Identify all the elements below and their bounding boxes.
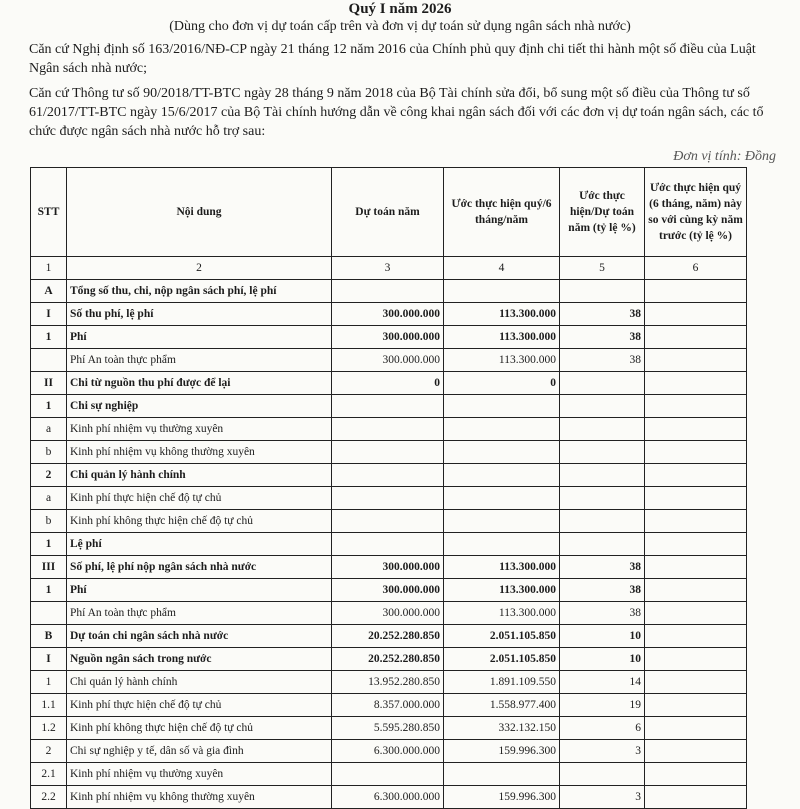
row-stt: b	[31, 510, 67, 533]
row-annual-plan	[332, 464, 444, 487]
row-annual-plan	[332, 418, 444, 441]
table-row	[31, 349, 747, 372]
column-header-estimated: Ước thực hiện quý/6 tháng/năm	[444, 168, 560, 257]
row-yoy	[645, 763, 747, 786]
row-annual-plan: 20.252.280.850	[332, 648, 444, 671]
row-content: Kinh phí thực hiện chế độ tự chủ	[67, 487, 332, 510]
row-content: Chi sự nghiệp	[67, 395, 332, 418]
table-row	[31, 395, 747, 418]
row-stt: 2	[31, 740, 67, 763]
row-yoy	[645, 464, 747, 487]
row-estimated: 113.300.000	[444, 349, 560, 372]
row-estimated: 113.300.000	[444, 303, 560, 326]
row-estimated	[444, 464, 560, 487]
table-row	[31, 533, 747, 556]
row-ratio: 19	[560, 694, 645, 717]
row-estimated: 2.051.105.850	[444, 648, 560, 671]
row-ratio: 3	[560, 740, 645, 763]
row-content: Số phí, lệ phí nộp ngân sách nhà nước	[67, 556, 332, 579]
row-annual-plan: 0	[332, 372, 444, 395]
column-index: 3	[332, 257, 444, 280]
table-row	[31, 625, 747, 648]
table-row	[31, 303, 747, 326]
row-ratio: 38	[560, 602, 645, 625]
legal-basis-paragraph-1: Căn cứ Nghị định số 163/2016/NĐ-CP ngày 21 tháng 12 năm 2016 của Chính phủ quy định chi tiết thi hành một số điều của Luật Ngân sách nhà nước;	[29, 42, 756, 76]
row-ratio: 38	[560, 303, 645, 326]
row-ratio: 10	[560, 625, 645, 648]
row-content: Nguồn ngân sách trong nước	[67, 648, 332, 671]
row-annual-plan: 300.000.000	[332, 579, 444, 602]
table-row	[31, 694, 747, 717]
row-annual-plan: 6.300.000.000	[332, 740, 444, 763]
row-stt: 1	[31, 671, 67, 694]
row-annual-plan	[332, 395, 444, 418]
row-estimated	[444, 487, 560, 510]
document-subtitle: (Dùng cho đơn vị dự toán cấp trên và đơn vị dự toán sử dụng ngân sách nhà nước)	[169, 19, 631, 34]
row-content: Phí An toàn thực phẩm	[67, 349, 332, 372]
row-yoy	[645, 280, 747, 303]
row-content: Chi từ nguồn thu phí được để lại	[67, 372, 332, 395]
row-yoy	[645, 694, 747, 717]
row-yoy	[645, 786, 747, 809]
column-index: 2	[67, 257, 332, 280]
row-content: Chi quản lý hành chính	[67, 464, 332, 487]
table-row	[31, 441, 747, 464]
legal-basis-paragraph-2: Căn cứ Thông tư số 90/2018/TT-BTC ngày 28 tháng 9 năm 2018 của Bộ Tài chính sửa đổi, bổ sung một số điều của Thông tư số 61/2017/TT-BTC ngày 15/6/2017 của Bộ Tài chính hướng dẫn về công khai ngân sách đối với các đơn vị dự toán ngân sách, các tổ chức được ngân sách nhà nước hỗ trợ sau:	[29, 86, 764, 139]
row-content: Kinh phí nhiệm vụ không thường xuyên	[67, 441, 332, 464]
row-stt	[31, 349, 67, 372]
row-estimated: 113.300.000	[444, 556, 560, 579]
table-header-row	[31, 168, 747, 257]
row-yoy	[645, 740, 747, 763]
row-ratio: 14	[560, 671, 645, 694]
row-yoy	[645, 671, 747, 694]
row-annual-plan: 8.357.000.000	[332, 694, 444, 717]
row-annual-plan: 300.000.000	[332, 303, 444, 326]
table-row	[31, 579, 747, 602]
table-row	[31, 418, 747, 441]
row-ratio: 10	[560, 648, 645, 671]
row-stt: I	[31, 303, 67, 326]
row-yoy	[645, 441, 747, 464]
row-annual-plan	[332, 533, 444, 556]
row-stt: 1	[31, 395, 67, 418]
row-ratio	[560, 510, 645, 533]
row-stt: I	[31, 648, 67, 671]
row-annual-plan: 300.000.000	[332, 349, 444, 372]
table-body	[31, 280, 747, 809]
row-content: Kinh phí không thực hiện chế độ tự chủ	[67, 717, 332, 740]
row-annual-plan	[332, 441, 444, 464]
row-yoy	[645, 487, 747, 510]
table-row	[31, 717, 747, 740]
row-ratio: 3	[560, 786, 645, 809]
row-annual-plan: 300.000.000	[332, 602, 444, 625]
table-row	[31, 510, 747, 533]
column-index: 5	[560, 257, 645, 280]
row-ratio	[560, 280, 645, 303]
row-yoy	[645, 648, 747, 671]
table-row	[31, 280, 747, 303]
row-annual-plan: 6.300.000.000	[332, 786, 444, 809]
column-header-content: Nội dung	[67, 168, 332, 257]
column-header-stt: STT	[31, 168, 67, 257]
row-estimated	[444, 418, 560, 441]
row-content: Kinh phí nhiệm vụ không thường xuyên	[67, 786, 332, 809]
row-content: Phí An toàn thực phẩm	[67, 602, 332, 625]
row-content: Chi sự nghiệp y tế, dân số và gia đình	[67, 740, 332, 763]
row-stt: 2.2	[31, 786, 67, 809]
row-ratio	[560, 441, 645, 464]
row-annual-plan: 13.952.280.850	[332, 671, 444, 694]
row-estimated: 2.051.105.850	[444, 625, 560, 648]
column-index: 6	[645, 257, 747, 280]
document-title: Quý I năm 2026	[348, 1, 452, 17]
column-header-ratio: Ước thực hiện/Dự toán năm (tỷ lệ %)	[560, 168, 645, 257]
row-ratio: 6	[560, 717, 645, 740]
row-stt: A	[31, 280, 67, 303]
row-content: Phí	[67, 579, 332, 602]
row-stt: 1	[31, 326, 67, 349]
row-stt: B	[31, 625, 67, 648]
row-content: Phí	[67, 326, 332, 349]
table-row	[31, 326, 747, 349]
row-yoy	[645, 349, 747, 372]
row-estimated: 0	[444, 372, 560, 395]
currency-unit-note: Đơn vị tính: Đồng	[673, 149, 776, 164]
row-ratio	[560, 418, 645, 441]
table-row	[31, 487, 747, 510]
row-stt: b	[31, 441, 67, 464]
row-stt: 1.2	[31, 717, 67, 740]
row-annual-plan	[332, 280, 444, 303]
row-estimated: 1.891.109.550	[444, 671, 560, 694]
row-estimated	[444, 280, 560, 303]
row-yoy	[645, 326, 747, 349]
row-estimated: 159.996.300	[444, 740, 560, 763]
row-yoy	[645, 556, 747, 579]
row-ratio: 38	[560, 556, 645, 579]
row-content: Kinh phí thực hiện chế độ tự chủ	[67, 694, 332, 717]
column-header-yoy: Ước thực hiện quý (6 tháng, năm) này so với cùng kỳ năm trước (tỷ lệ %)	[645, 168, 747, 257]
row-yoy	[645, 717, 747, 740]
row-ratio	[560, 464, 645, 487]
column-index-row	[31, 257, 747, 280]
row-stt: 1	[31, 533, 67, 556]
row-estimated	[444, 395, 560, 418]
row-content: Kinh phí nhiệm vụ thường xuyên	[67, 763, 332, 786]
row-estimated	[444, 533, 560, 556]
row-stt	[31, 602, 67, 625]
row-stt: 2	[31, 464, 67, 487]
row-estimated	[444, 510, 560, 533]
row-annual-plan	[332, 487, 444, 510]
table-row	[31, 464, 747, 487]
row-stt: a	[31, 418, 67, 441]
row-estimated: 1.558.977.400	[444, 694, 560, 717]
row-stt: II	[31, 372, 67, 395]
row-ratio: 38	[560, 579, 645, 602]
row-estimated	[444, 763, 560, 786]
table-row	[31, 740, 747, 763]
row-content: Kinh phí không thực hiện chế độ tự chủ	[67, 510, 332, 533]
column-header-annual-plan: Dự toán năm	[332, 168, 444, 257]
row-stt: 1.1	[31, 694, 67, 717]
table-row	[31, 648, 747, 671]
row-estimated: 332.132.150	[444, 717, 560, 740]
row-stt: 2.1	[31, 763, 67, 786]
table-row	[31, 763, 747, 786]
row-estimated: 113.300.000	[444, 602, 560, 625]
budget-report-table	[30, 167, 747, 809]
row-yoy	[645, 533, 747, 556]
row-content: Chi quản lý hành chính	[67, 671, 332, 694]
table-row	[31, 602, 747, 625]
column-index: 1	[31, 257, 67, 280]
row-estimated	[444, 441, 560, 464]
row-yoy	[645, 510, 747, 533]
table-row	[31, 556, 747, 579]
row-estimated: 113.300.000	[444, 326, 560, 349]
row-annual-plan: 300.000.000	[332, 326, 444, 349]
row-yoy	[645, 625, 747, 648]
row-content: Kinh phí nhiệm vụ thường xuyên	[67, 418, 332, 441]
row-yoy	[645, 303, 747, 326]
row-stt: III	[31, 556, 67, 579]
row-ratio	[560, 763, 645, 786]
row-ratio	[560, 533, 645, 556]
row-ratio: 38	[560, 326, 645, 349]
row-content: Dự toán chi ngân sách nhà nước	[67, 625, 332, 648]
row-stt: 1	[31, 579, 67, 602]
row-yoy	[645, 395, 747, 418]
row-annual-plan: 20.252.280.850	[332, 625, 444, 648]
row-content: Số thu phí, lệ phí	[67, 303, 332, 326]
row-annual-plan	[332, 510, 444, 533]
column-index: 4	[444, 257, 560, 280]
row-yoy	[645, 372, 747, 395]
row-annual-plan	[332, 763, 444, 786]
table-row	[31, 372, 747, 395]
row-estimated: 159.996.300	[444, 786, 560, 809]
row-annual-plan: 5.595.280.850	[332, 717, 444, 740]
row-content: Tổng số thu, chi, nộp ngân sách phí, lệ phí	[67, 280, 332, 303]
row-yoy	[645, 418, 747, 441]
row-yoy	[645, 579, 747, 602]
table-row	[31, 671, 747, 694]
row-ratio	[560, 487, 645, 510]
row-annual-plan: 300.000.000	[332, 556, 444, 579]
row-ratio	[560, 395, 645, 418]
table-row	[31, 786, 747, 809]
row-ratio	[560, 372, 645, 395]
row-content: Lệ phí	[67, 533, 332, 556]
row-estimated: 113.300.000	[444, 579, 560, 602]
row-yoy	[645, 602, 747, 625]
row-stt: a	[31, 487, 67, 510]
row-ratio: 38	[560, 349, 645, 372]
